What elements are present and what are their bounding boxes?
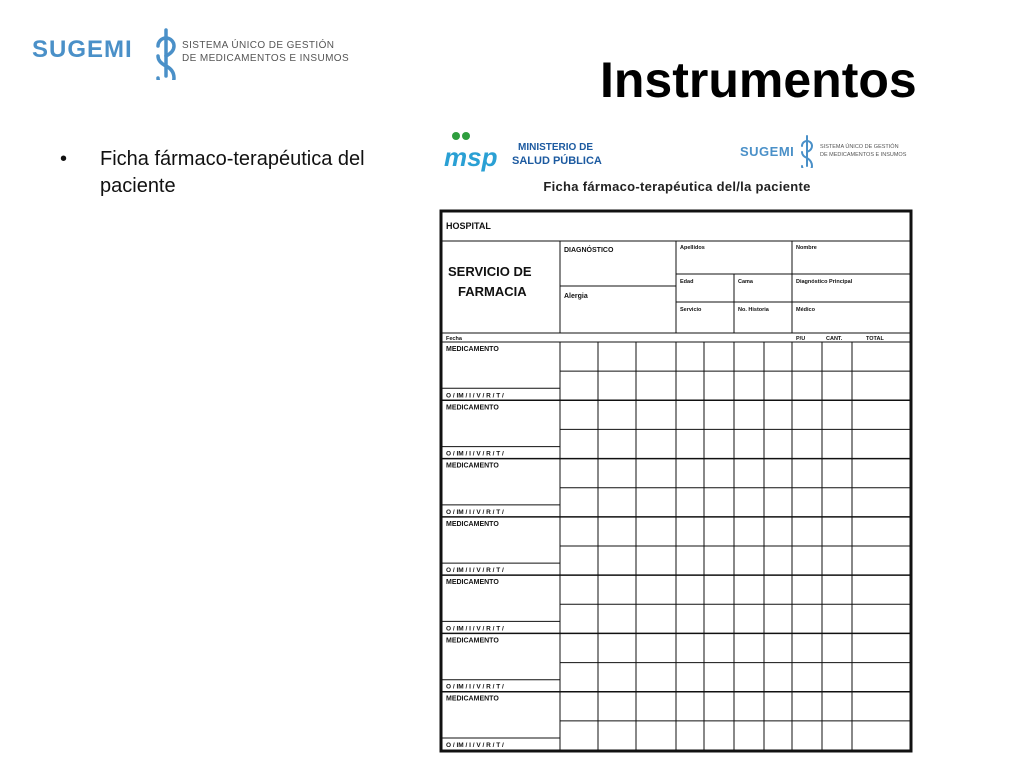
label-nombre: Nombre: [796, 245, 817, 251]
label-via-administracion: O / IM / I / V / R / T /: [446, 392, 504, 400]
label-medicamento: MEDICAMENTO: [446, 462, 499, 470]
sugemi-logo-brand: SUGEMI: [32, 36, 133, 63]
form-table: [436, 208, 918, 760]
label-edad: Edad: [680, 279, 694, 285]
bullet-list: [58, 146, 398, 200]
label-alergia: Alergia: [564, 293, 588, 300]
slide-title: Instrumentos: [600, 52, 917, 108]
bullet-icon: •: [60, 148, 68, 170]
label-no-historia: No. Historia: [738, 307, 769, 313]
sugemi-logo-line1: SISTEMA ÚNICO DE GESTIÓN: [182, 40, 335, 51]
form-title: Ficha fármaco-terapéutica del/la paciente: [543, 179, 811, 194]
label-medicamento: MEDICAMENTO: [446, 637, 499, 645]
label-total: TOTAL: [866, 336, 884, 342]
label-apellidos: Apellidos: [680, 245, 705, 251]
medication-blocks: [442, 342, 910, 750]
label-servicio: Servicio: [680, 307, 702, 313]
label-servicio-line2: FARMACIA: [458, 284, 527, 299]
msp-logo-letters: msp: [444, 142, 498, 172]
ministry-line1: MINISTERIO DE: [518, 142, 594, 153]
sugemi-small-mark-icon: [802, 136, 812, 168]
sugemi-small-line2: DE MEDICAMENTOS E INSUMOS: [820, 152, 907, 158]
label-via-administracion: O / IM / I / V / R / T /: [446, 450, 504, 458]
label-medicamento: MEDICAMENTO: [446, 579, 499, 587]
label-diagnostico-principal: Diagnóstico Principal: [796, 279, 853, 285]
label-servicio-line1: SERVICIO DE: [448, 264, 532, 279]
label-medicamento: MEDICAMENTO: [446, 404, 499, 412]
label-medicamento: MEDICAMENTO: [446, 695, 499, 703]
label-cant: CANT.: [826, 336, 843, 342]
bullet-text: Ficha fármaco-terapéutica del paciente: [100, 148, 365, 197]
msp-logo: [442, 128, 602, 174]
label-fecha: Fecha: [446, 336, 462, 342]
label-medicamento: MEDICAMENTO: [446, 520, 499, 528]
label-diagnostico: DIAGNÓSTICO: [564, 247, 614, 254]
label-via-administracion: O / IM / I / V / R / T /: [446, 508, 504, 516]
label-hospital: HOSPITAL: [446, 221, 491, 231]
sugemi-logo: [32, 24, 352, 80]
label-via-administracion: O / IM / I / V / R / T /: [446, 625, 504, 633]
label-cama: Cama: [738, 279, 753, 285]
label-via-administracion: O / IM / I / V / R / T /: [446, 567, 504, 575]
sugemi-logo-mark-icon: [158, 30, 174, 80]
label-pu: P/U: [796, 336, 806, 342]
label-medico: Médico: [796, 307, 815, 313]
form-document: [436, 124, 918, 760]
sugemi-logo-line2: DE MEDICAMENTOS E INSUMOS: [182, 53, 350, 64]
bullet-item: [58, 146, 398, 200]
sugemi-small-logo: [740, 132, 916, 168]
msp-logo-icon: [444, 132, 498, 172]
sugemi-small-brand: SUGEMI: [740, 144, 795, 159]
label-via-administracion: O / IM / I / V / R / T /: [446, 742, 504, 749]
sugemi-small-line1: SISTEMA ÚNICO DE GESTIÓN: [820, 144, 899, 150]
label-via-administracion: O / IM / I / V / R / T /: [446, 683, 504, 691]
label-medicamento: MEDICAMENTO: [446, 346, 499, 353]
ministry-line2: SALUD PÚBLICA: [512, 155, 602, 167]
